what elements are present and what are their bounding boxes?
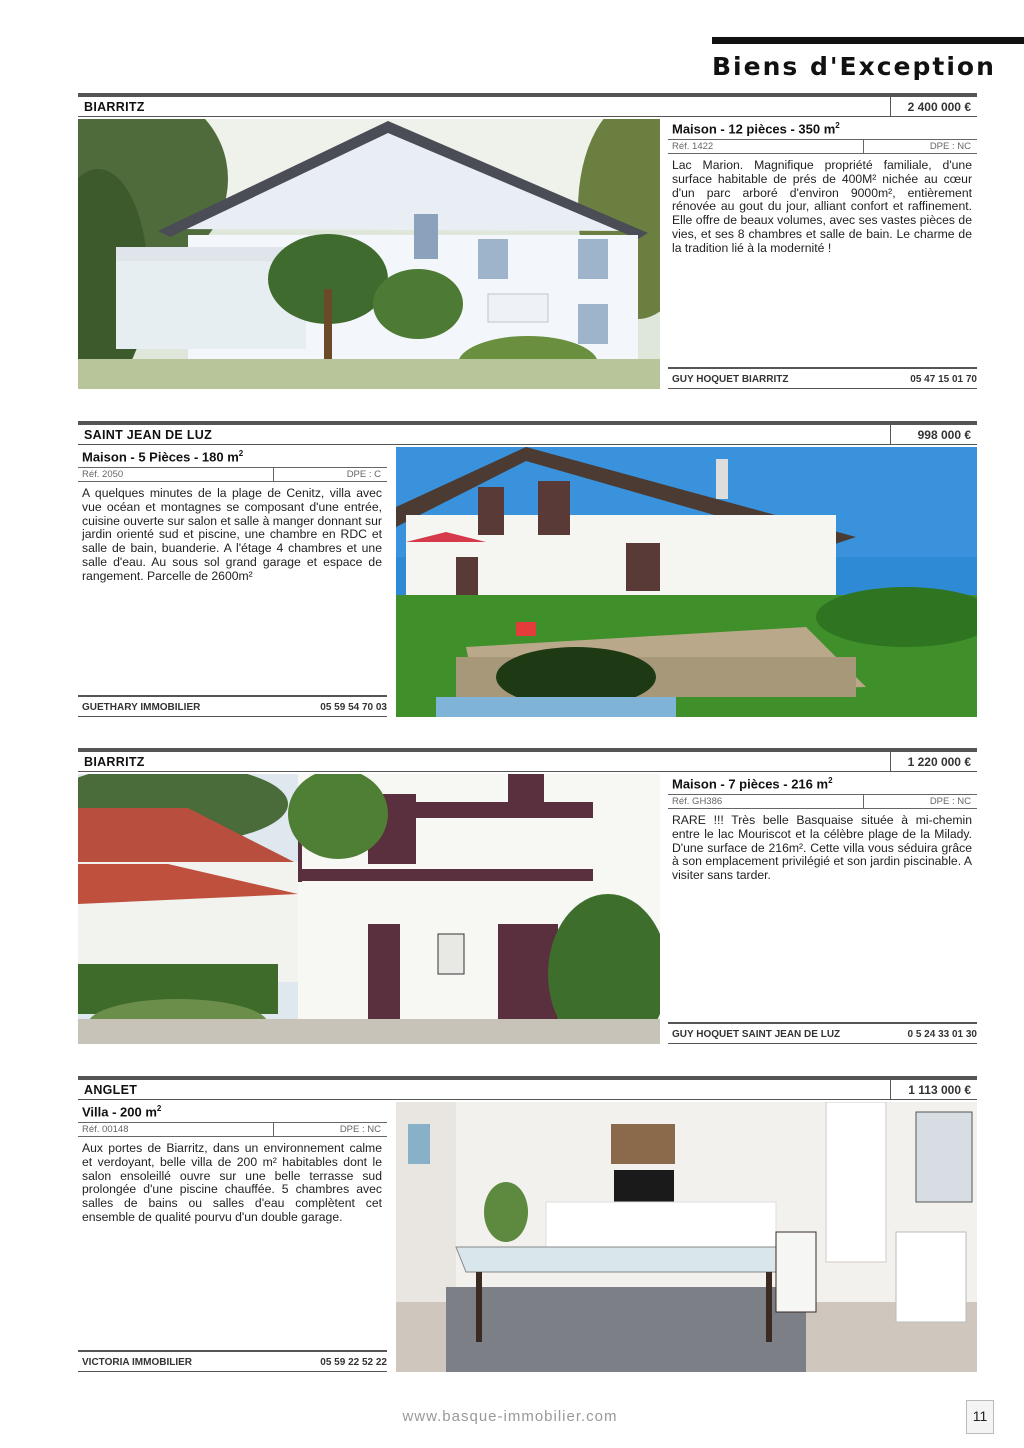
divider [273,1123,274,1136]
property-photo [78,774,660,1044]
property-type: Maison - 12 pièces - 350 $m^2$ [672,121,840,137]
agency-row [78,1350,387,1372]
listing-city: BIARRITZ [84,100,145,114]
listing-info [78,1102,387,1372]
agency-name: GUETHARY IMMOBILIER [82,702,201,713]
reference: Réf. GH386 [672,796,723,807]
reference: Réf. 00148 [82,1124,129,1135]
listing-city: ANGLET [84,1083,138,1097]
property-photo [396,1102,977,1372]
dpe-rating: DPE : NC [929,141,971,152]
page-number: 11 [966,1400,994,1434]
ref-dpe-row [78,1122,387,1137]
listing-header [78,1076,977,1100]
reference: Réf. 2050 [82,469,124,480]
property-description: Lac Marion. Magnifique propriété familiale, d'une surface habitable de prés de 400M² nichée au cœur d'un parc arboré d'environ 9000m², entièrement rénovée au gout du jour, alliant confort et raffinement. Elle offre de beaux volumes, avec ses vastes pièces de vies, et ses 8 chambres et salle de bain. Le charme de la tradition lié à la modernité ! [672,158,972,255]
agency-name: GUY HOQUET BIARRITZ [672,374,789,385]
dpe-rating: DPE : C [346,469,381,480]
property-type: Villa - 200 $m^2$ [82,1104,162,1120]
dpe-rating: DPE : NC [339,1124,381,1135]
ref-dpe-row [668,794,977,809]
listing-price: 1 113 000 € [890,1080,977,1099]
agency-phone: 05 59 54 70 03 [320,702,387,713]
property-description: RARE !!! Très belle Basquaise située à mi-chemin entre le lac Mouriscot et la célèbre plage de la Milady. D'une surface de 216m². Cette villa vous séduira grâce à son emplacement privilégié et son jardin piscinable. A visiter sans tarder. [672,813,972,883]
listing-price: 1 220 000 € [890,752,977,771]
ref-dpe-row [78,467,387,482]
listing-card [78,1076,977,1376]
footer-url[interactable]: www.basque-immobilier.com [402,1408,618,1425]
listing-info [668,774,977,1044]
divider [863,795,864,808]
listing-card [78,421,977,721]
agency-row [668,1022,977,1044]
property-type: Maison - 5 Pièces - 180 $m^2$ [82,449,244,465]
listing-header [78,421,977,445]
property-description: A quelques minutes de la plage de Cenitz, villa avec vue océan et montagnes se composant d'une entrée, cuisine ouverte sur salon et salle à manger donnant sur jardin orienté sud et piscine, une chambre en RDC et salle de bain, buanderie. A l'étage 4 chambres et une salle d'eau. Au sous sol grand garage et espace de rangement. Parcelle de 2600m² [82,486,382,583]
dpe-rating: DPE : NC [929,796,971,807]
listing-info [78,447,387,717]
property-photo [396,447,977,717]
property-description: Aux portes de Biarritz, dans un environnement calme et verdoyant, belle villa de 200 m² habitables dont le salon ensoleillé ouvre sur une belle terrasse sud prolongée d'une piscine chauffée. 5 chambres avec salles de bains ou salles d'eau complètent cet ensemble de qualité pourvu d'un double garage. [82,1141,382,1224]
page-title: Biens d'Exception [712,52,996,81]
listing-card [78,93,977,393]
divider [863,140,864,153]
ref-dpe-row [668,139,977,154]
agency-phone: 05 47 15 01 70 [910,374,977,385]
listing-header [78,93,977,117]
divider [273,468,274,481]
listing-price: 2 400 000 € [890,97,977,116]
agency-name: GUY HOQUET SAINT JEAN DE LUZ [672,1029,841,1040]
listing-city: BIARRITZ [84,755,145,769]
agency-name: VICTORIA IMMOBILIER [82,1357,192,1368]
agency-phone: 0 5 24 33 01 30 [907,1029,977,1040]
listing-info [668,119,977,389]
agency-row [78,695,387,717]
reference: Réf. 1422 [672,141,714,152]
header-rule [712,37,1024,44]
listing-card [78,748,977,1048]
property-photo [78,119,660,389]
listing-price: 998 000 € [890,425,977,444]
property-type: Maison - 7 pièces - 216 $m^2$ [672,776,833,792]
listing-city: SAINT JEAN DE LUZ [84,428,213,442]
agency-row [668,367,977,389]
listing-header [78,748,977,772]
agency-phone: 05 59 22 52 22 [320,1357,387,1368]
